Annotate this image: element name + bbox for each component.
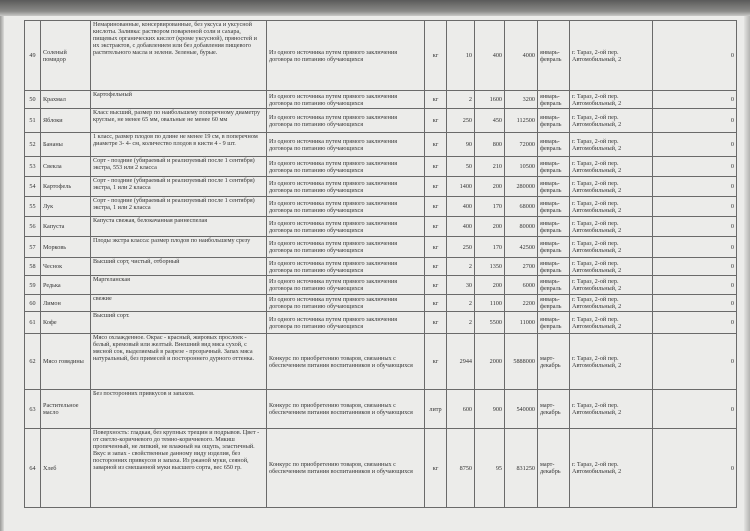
cell-period: январь-февраль <box>538 177 570 197</box>
cell-unit: кг <box>425 276 447 295</box>
cell-price: 95 <box>475 429 505 508</box>
cell-period: январь-февраль <box>538 276 570 295</box>
cell-method: Из одного источника путем прямого заключения договора по питанию обучающихся <box>267 217 425 237</box>
cell-last: 0 <box>653 91 737 109</box>
cell-unit: кг <box>425 21 447 91</box>
cell-qty: 30 <box>447 276 475 295</box>
cell-desc: Сорт - поздние (убираемый и реализуемый после 1 сентября) экстра, 553 или 2 класса <box>91 157 267 177</box>
cell-price: 5500 <box>475 312 505 334</box>
cell-period: январь-февраль <box>538 21 570 91</box>
cell-last: 0 <box>653 390 737 429</box>
table-row <box>25 157 737 177</box>
cell-period: январь-февраль <box>538 133 570 157</box>
table-row <box>25 390 737 429</box>
cell-method: Из одного источника путем прямого заключения договора по питанию обучающихся <box>267 237 425 258</box>
cell-desc: свежие <box>91 295 267 312</box>
cell-num: 64 <box>25 429 41 508</box>
cell-sum: 11000 <box>505 312 538 334</box>
cell-period: январь-февраль <box>538 217 570 237</box>
cell-method: Конкурс по приобретению товаров, связанных с обеспечением питания воспитанников и обучающихся <box>267 429 425 508</box>
table-row <box>25 295 737 312</box>
cell-desc: Плоды экстра класса: размер плодов по наибольшему срезу <box>91 237 267 258</box>
cell-desc: Высший сорт. <box>91 312 267 334</box>
cell-sum: 4000 <box>505 21 538 91</box>
cell-price: 800 <box>475 133 505 157</box>
cell-sum: 5888000 <box>505 334 538 390</box>
cell-price: 1100 <box>475 295 505 312</box>
cell-desc: Поверхность: гладкая, без крупных трещин и подрывов. Цвет - от светло-коричневого до темно-коричневого. Мякиш пропеченный, не липкий, не влажный на ощупь, эластичный. Вкус и запах - свойственные данному виду изделия, без посторонних привкусов и запаха. Из ржаной муки, сеяной, заварной из смешанной муки высшего сорта, вес 650 гр. <box>91 429 267 508</box>
table-row <box>25 217 737 237</box>
cell-period: март-декабрь <box>538 429 570 508</box>
cell-period: январь-февраль <box>538 109 570 133</box>
cell-price: 200 <box>475 177 505 197</box>
cell-period: январь-февраль <box>538 91 570 109</box>
cell-period: январь-февраль <box>538 197 570 217</box>
cell-qty: 250 <box>447 109 475 133</box>
cell-sum: 42500 <box>505 237 538 258</box>
cell-addr: г. Тараз, 2-ой пер. Автомобильный, 2 <box>570 133 653 157</box>
cell-method: Из одного источника путем прямого заключения договора по питанию обучающихся <box>267 109 425 133</box>
cell-price: 200 <box>475 217 505 237</box>
cell-desc: 1 класс, размер плодов по длине не менее 19 см, в поперечном диаметре 3- 4- см, количество плодов в кисти 4 - 9 шт. <box>91 133 267 157</box>
cell-price: 450 <box>475 109 505 133</box>
cell-name: Мясо говядины <box>41 334 91 390</box>
cell-period: март-декабрь <box>538 390 570 429</box>
table-row <box>25 237 737 258</box>
cell-price: 900 <box>475 390 505 429</box>
cell-addr: г. Тараз, 2-ой пер. Автомобильный, 2 <box>570 197 653 217</box>
table-row <box>25 197 737 217</box>
cell-unit: кг <box>425 295 447 312</box>
cell-name: Кофе <box>41 312 91 334</box>
cell-unit: кг <box>425 133 447 157</box>
cell-qty: 400 <box>447 197 475 217</box>
cell-unit: кг <box>425 157 447 177</box>
cell-desc: Высший сорт, чистый, отборный <box>91 258 267 276</box>
cell-method: Из одного источника путем прямого заключения договора по питанию обучающихся <box>267 21 425 91</box>
cell-sum: 540000 <box>505 390 538 429</box>
cell-name: Хлеб <box>41 429 91 508</box>
cell-method: Из одного источника путем прямого заключения договора по питанию обучающихся <box>267 197 425 217</box>
cell-desc: Сорт - поздние (убираемый и реализуемый после 1 сентября) экстра, 1 или 2 класса <box>91 177 267 197</box>
cell-name: Соленый помидор <box>41 21 91 91</box>
table-row <box>25 258 737 276</box>
cell-method: Из одного источника путем прямого заключения договора по питанию обучающихся <box>267 258 425 276</box>
table-row <box>25 177 737 197</box>
cell-price: 200 <box>475 276 505 295</box>
scan-left-edge <box>0 16 4 531</box>
cell-unit: кг <box>425 109 447 133</box>
cell-period: январь-февраль <box>538 258 570 276</box>
cell-qty: 50 <box>447 157 475 177</box>
cell-desc: Немаринованные, консервированные, без уксуса и уксусной кислоты. Заливка: раствором поваренной соли и сахара, пищевых органических кислот (кроме уксусной), пряностей и их экстрактов, с добавлением или без добавления пищевого растительного масла и зелени. Зеленые, бурые. <box>91 21 267 91</box>
cell-addr: г. Тараз, 2-ой пер. Автомобильный, 2 <box>570 334 653 390</box>
cell-qty: 400 <box>447 217 475 237</box>
cell-qty: 1400 <box>447 177 475 197</box>
cell-last: 0 <box>653 217 737 237</box>
cell-unit: кг <box>425 177 447 197</box>
cell-last: 0 <box>653 276 737 295</box>
procurement-table <box>24 20 737 508</box>
cell-name: Бананы <box>41 133 91 157</box>
cell-last: 0 <box>653 109 737 133</box>
cell-last: 0 <box>653 258 737 276</box>
cell-price: 170 <box>475 197 505 217</box>
cell-price: 2000 <box>475 334 505 390</box>
cell-unit: кг <box>425 312 447 334</box>
cell-unit: кг <box>425 91 447 109</box>
cell-num: 56 <box>25 217 41 237</box>
cell-price: 1350 <box>475 258 505 276</box>
cell-desc: Картофельный <box>91 91 267 109</box>
cell-unit: кг <box>425 258 447 276</box>
cell-name: Чеснок <box>41 258 91 276</box>
table-row <box>25 109 737 133</box>
cell-name: Капуста <box>41 217 91 237</box>
cell-name: Лук <box>41 197 91 217</box>
cell-sum: 112500 <box>505 109 538 133</box>
cell-last: 0 <box>653 133 737 157</box>
cell-qty: 250 <box>447 237 475 258</box>
cell-last: 0 <box>653 157 737 177</box>
cell-name: Картофель <box>41 177 91 197</box>
cell-qty: 90 <box>447 133 475 157</box>
scan-right-edge <box>744 16 750 531</box>
cell-price: 210 <box>475 157 505 177</box>
cell-sum: 3200 <box>505 91 538 109</box>
cell-period: январь-февраль <box>538 312 570 334</box>
cell-method: Из одного источника путем прямого заключения договора по питанию обучающихся <box>267 312 425 334</box>
cell-sum: 6000 <box>505 276 538 295</box>
cell-unit: кг <box>425 429 447 508</box>
cell-sum: 280000 <box>505 177 538 197</box>
cell-sum: 10500 <box>505 157 538 177</box>
table-row <box>25 334 737 390</box>
cell-method: Конкурс по приобретению товаров, связанных с обеспечением питания воспитанников и обучающихся <box>267 334 425 390</box>
cell-num: 60 <box>25 295 41 312</box>
cell-method: Из одного источника путем прямого заключения договора по питанию обучающихся <box>267 177 425 197</box>
cell-addr: г. Тараз, 2-ой пер. Автомобильный, 2 <box>570 91 653 109</box>
cell-sum: 68000 <box>505 197 538 217</box>
cell-addr: г. Тараз, 2-ой пер. Автомобильный, 2 <box>570 217 653 237</box>
cell-name: Морковь <box>41 237 91 258</box>
cell-method: Из одного источника путем прямого заключения договора по питанию обучающихся <box>267 276 425 295</box>
table-row <box>25 312 737 334</box>
cell-addr: г. Тараз, 2-ой пер. Автомобильный, 2 <box>570 295 653 312</box>
cell-name: Яблоки <box>41 109 91 133</box>
cell-addr: г. Тараз, 2-ой пер. Автомобильный, 2 <box>570 21 653 91</box>
cell-desc: Маргеланская <box>91 276 267 295</box>
cell-qty: 2 <box>447 91 475 109</box>
cell-num: 52 <box>25 133 41 157</box>
cell-addr: г. Тараз, 2-ой пер. Автомобильный, 2 <box>570 276 653 295</box>
table-body <box>25 21 737 508</box>
table-row <box>25 276 737 295</box>
cell-addr: г. Тараз, 2-ой пер. Автомобильный, 2 <box>570 429 653 508</box>
cell-method: Из одного источника путем прямого заключения договора по питанию обучающихся <box>267 91 425 109</box>
cell-last: 0 <box>653 334 737 390</box>
cell-addr: г. Тараз, 2-ой пер. Автомобильный, 2 <box>570 109 653 133</box>
cell-name: Свекла <box>41 157 91 177</box>
cell-desc: Без посторонних привкусов и запахов. <box>91 390 267 429</box>
cell-period: март-декабрь <box>538 334 570 390</box>
cell-addr: г. Тараз, 2-ой пер. Автомобильный, 2 <box>570 258 653 276</box>
cell-addr: г. Тараз, 2-ой пер. Автомобильный, 2 <box>570 237 653 258</box>
cell-num: 49 <box>25 21 41 91</box>
cell-num: 55 <box>25 197 41 217</box>
table-row <box>25 91 737 109</box>
cell-num: 59 <box>25 276 41 295</box>
cell-sum: 72000 <box>505 133 538 157</box>
cell-unit: кг <box>425 217 447 237</box>
cell-price: 400 <box>475 21 505 91</box>
cell-sum: 2700 <box>505 258 538 276</box>
table-row <box>25 133 737 157</box>
cell-addr: г. Тараз, 2-ой пер. Автомобильный, 2 <box>570 157 653 177</box>
cell-period: январь-февраль <box>538 237 570 258</box>
cell-sum: 831250 <box>505 429 538 508</box>
cell-num: 61 <box>25 312 41 334</box>
cell-last: 0 <box>653 197 737 217</box>
cell-qty: 2 <box>447 295 475 312</box>
cell-num: 54 <box>25 177 41 197</box>
cell-addr: г. Тараз, 2-ой пер. Автомобильный, 2 <box>570 390 653 429</box>
cell-desc: Капуста свежая, белокачанная раннеспелая <box>91 217 267 237</box>
cell-last: 0 <box>653 295 737 312</box>
cell-sum: 80000 <box>505 217 538 237</box>
table-row <box>25 21 737 91</box>
cell-num: 50 <box>25 91 41 109</box>
cell-num: 53 <box>25 157 41 177</box>
cell-last: 0 <box>653 177 737 197</box>
cell-price: 1600 <box>475 91 505 109</box>
cell-sum: 2200 <box>505 295 538 312</box>
cell-qty: 600 <box>447 390 475 429</box>
cell-qty: 8750 <box>447 429 475 508</box>
cell-method: Из одного источника путем прямого заключения договора по питанию обучающихся <box>267 157 425 177</box>
cell-last: 0 <box>653 237 737 258</box>
cell-name: Лимон <box>41 295 91 312</box>
cell-unit: кг <box>425 237 447 258</box>
cell-addr: г. Тараз, 2-ой пер. Автомобильный, 2 <box>570 177 653 197</box>
cell-desc: Мясо охлажденное. Окрас - красный, жировых прослоек - белый, кремовый или желтый. Внешний вид мяса сухой, с мясной сок, выделяемый в разрезе - прозрачный. Запах мяса натуральный, без примесей и постороннего дурного оттенка. <box>91 334 267 390</box>
cell-price: 170 <box>475 237 505 258</box>
cell-qty: 2944 <box>447 334 475 390</box>
cell-last: 0 <box>653 312 737 334</box>
cell-qty: 10 <box>447 21 475 91</box>
cell-period: январь-февраль <box>538 157 570 177</box>
scan-top-border <box>0 0 750 16</box>
cell-method: Конкурс по приобретению товаров, связанных с обеспечением питания воспитанников и обучающихся <box>267 390 425 429</box>
cell-name: Крахмал <box>41 91 91 109</box>
cell-name: Редька <box>41 276 91 295</box>
cell-num: 63 <box>25 390 41 429</box>
cell-num: 62 <box>25 334 41 390</box>
cell-addr: г. Тараз, 2-ой пер. Автомобильный, 2 <box>570 312 653 334</box>
cell-unit: кг <box>425 197 447 217</box>
cell-period: январь-февраль <box>538 295 570 312</box>
cell-qty: 2 <box>447 312 475 334</box>
cell-num: 58 <box>25 258 41 276</box>
cell-unit: литр <box>425 390 447 429</box>
cell-unit: кг <box>425 334 447 390</box>
cell-last: 0 <box>653 429 737 508</box>
cell-method: Из одного источника путем прямого заключения договора по питанию обучающихся <box>267 295 425 312</box>
cell-num: 51 <box>25 109 41 133</box>
cell-qty: 2 <box>447 258 475 276</box>
cell-method: Из одного источника путем прямого заключения договора по питанию обучающихся <box>267 133 425 157</box>
cell-desc: Сорт - поздние (убираемый и реализуемый после 1 сентября) экстра, 1 или 2 класса <box>91 197 267 217</box>
cell-desc: Класс высший, размер по наибольшему поперечному диаметру круглые, не менее 65 мм, овальные не менее 60 мм <box>91 109 267 133</box>
cell-last: 0 <box>653 21 737 91</box>
cell-num: 57 <box>25 237 41 258</box>
table-row <box>25 429 737 508</box>
cell-name: Растительное масло <box>41 390 91 429</box>
